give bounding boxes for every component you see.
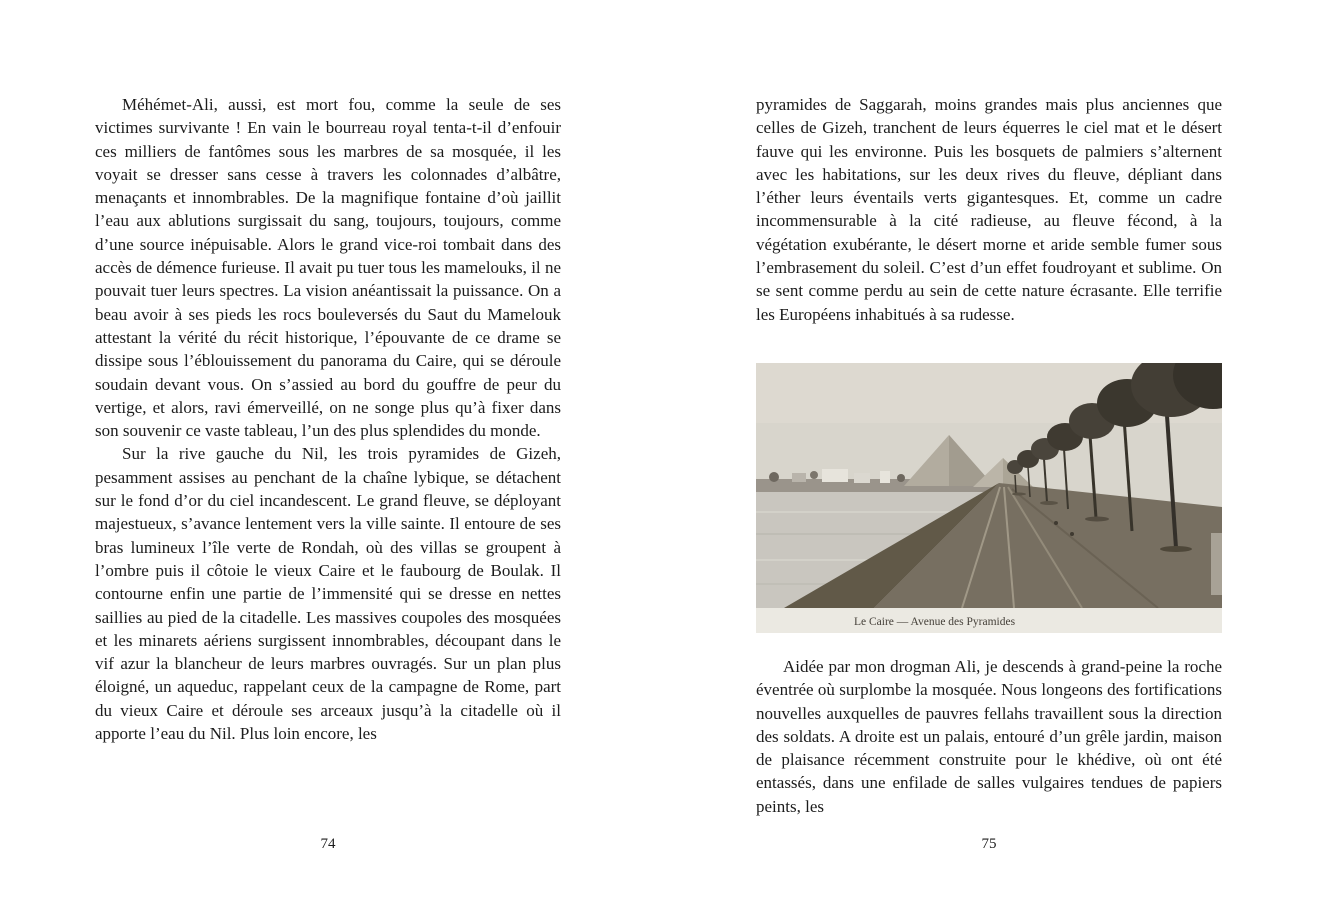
paragraph-left-1: Méhémet-Ali, aussi, est mort fou, comme la seule de ses victimes survivante ! En vain le bourreau royal tenta-t-il d’enfouir ces milliers de fantômes sous les marbres de sa mosquée, il les voyait se dresser sans cesse à travers les colonnades d’albâtre, menaçants et innombrables. De la magnifique fontaine d’où jaillit l’eau aux ablutions surgissait du sang, toujours, toujours, comme d’une source inépuisable. Alors le grand vice-roi tombait dans des accès de démence furieuse. Il avait pu tuer tous les mamelouks, il ne pouvait tuer leurs spectres. La vision anéantissait la puissance. On a beau avoir à ses pieds les rocs bouleversés du Saut du Mamelouk attestant la vérité du récit historique, l’épouvante de ce drame se dissipe sous l’éblouissement du panorama du Caire, qui se déroule soudain devant vous. On s’assied au bord du gouffre de peur du vertige, et alors, ravi émerveillé, on ne songe plus qu’à fixer dans son souvenir ce vaste tableau, l’un des plus splendides du monde.: [95, 95, 561, 441]
photo-caption: Le Caire — Avenue des Pyramides: [854, 616, 1016, 628]
photo-figure: [756, 363, 1222, 633]
photo-caption-band: [756, 608, 1222, 633]
paragraph-left-2: Sur la rive gauche du Nil, les trois pyramides de Gizeh, pesamment assises au penchant de la chaîne lybique, se détachent sur le fond d’or du ciel incandescent. Le grand fleuve, se déployant majestueux, s’avance lentement vers la ville sainte. Il entoure de ses bras lumineux l’île verte de Rondah, où des villas se groupent à l’ombre puis il côtoie le vieux Caire et le faubourg de Boulak. Il contourne enfin une partie de l’immensité qui se dresse en nettes saillies au pied de la citadelle. Les massives coupoles des mosquées et les minarets aériens surgissent innombrables, découpant dans le vif azur la blancheur de leurs marbres ouvragés. Sur un plan plus éloigné, un aqueduc, rappelant ceux de la campagne de Rome, part du vieux Caire et déroule ses arceaux jusqu’à la citadelle où il apporte l’eau du Nil. Plus loin encore, les: [95, 444, 561, 744]
page-right: [756, 93, 1222, 883]
paragraph-right-continued: pyramides de Saggarah, moins grandes mais plus anciennes que celles de Gizeh, tranchent de leurs équerres le ciel mat et le désert fauve qui les environne. Puis les bosquets de palmiers s’alternent avec les habitations, sur les deux rives du fleuve, dépliant dans l’éther leurs éventails verts gigantesques. Et, comme un cadre incommensurable à la cité radieuse, au fleuve fécond, à la végétation exubérante, le désert morne et aride semble fumer sous l’embrasement du soleil. C’est d’un effet foudroyant et sublime. On se sent comme perdu au sein de cette nature écrasante. Elle terrifie les Européens inhabitués à sa rudesse.: [756, 95, 1222, 324]
page-left: [95, 93, 561, 883]
page-number-left: 74: [320, 836, 336, 852]
paragraph-right-after-image: Aidée par mon drogman Ali, je descends à grand-peine la roche éventrée où surplombe la mosquée. Nous longeons des fortifications nouvelles auxquelles de pauvres fellahs travaillent sous la direction des soldats. A droite est un palais, entouré d’un grêle jardin, maison de plaisance récemment construite pour le khédive, où ont été entassés, dans une enfilade de salles vulgaires tendues de papiers peints, les: [756, 657, 1222, 816]
page-number-right: 75: [981, 836, 997, 852]
photo-avenue-des-pyramides: [756, 363, 1222, 633]
